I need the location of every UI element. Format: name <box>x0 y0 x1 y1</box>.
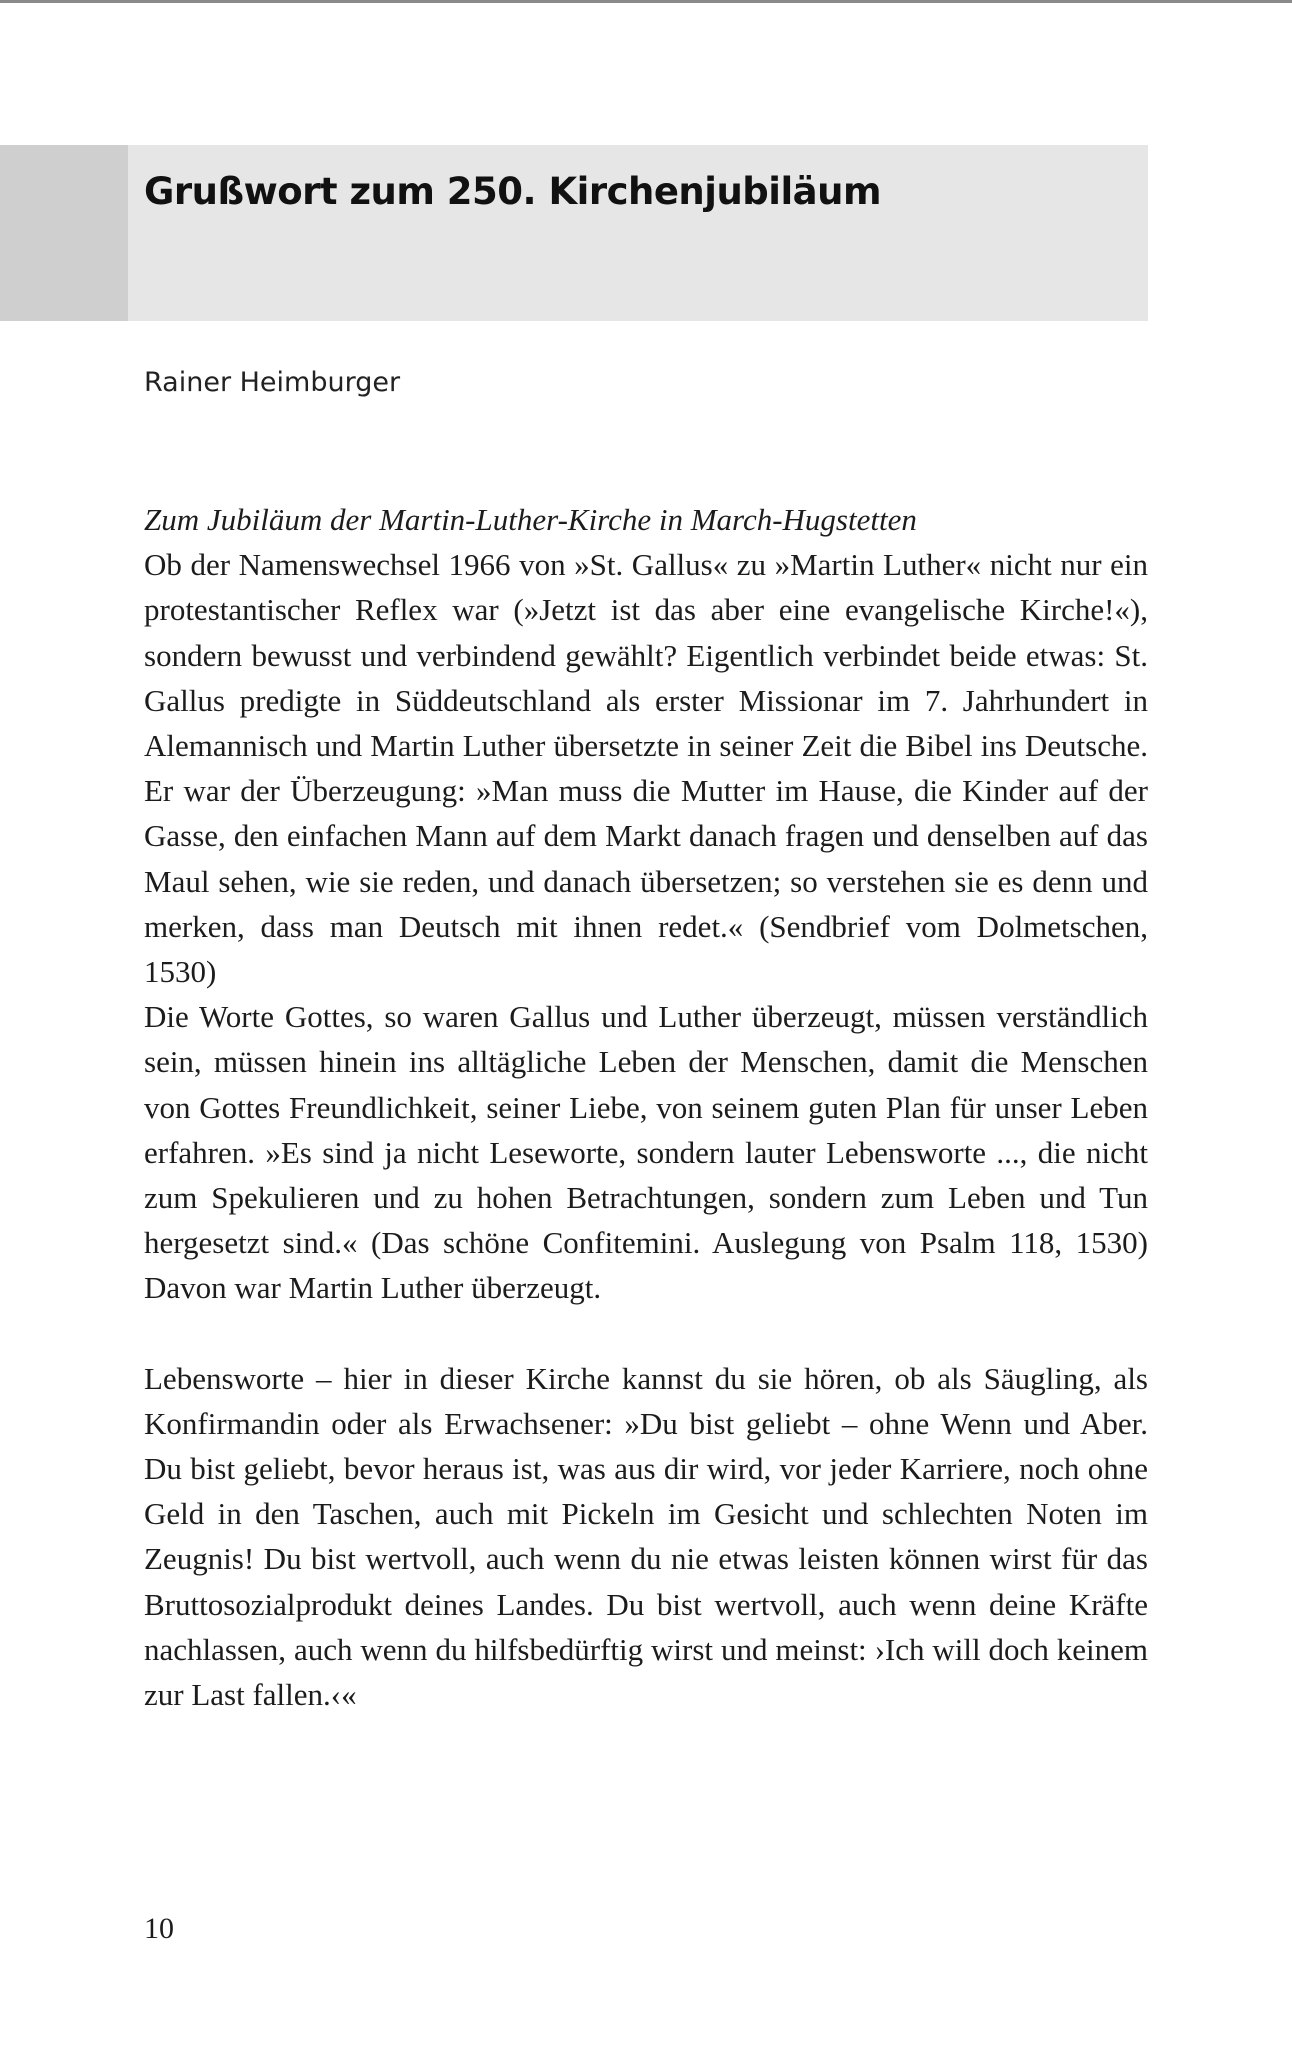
title-accent <box>0 145 128 321</box>
author-name: Rainer Heimburger <box>144 367 401 398</box>
article-body <box>144 497 1148 1717</box>
paragraph-2: Die Worte Gottes, so waren Gallus und Luther überzeugt, müssen verständlich sein, müssen hinein ins alltägliche Leben der Menschen, damit die Menschen von Gottes Freundlichkeit, seiner Liebe, von seinem guten Plan für unser Leben erfahren. »Es sind ja nicht Leseworte, sondern lauter Lebensworte ..., die nicht zum Spekulieren und zu hohen Betrachtungen, sondern zum Leben und Tun hergesetzt sind.« (Das schöne Confitemini. Auslegung von Psalm 118, 1530) Davon war Martin Luther überzeugt. <box>144 999 1148 1306</box>
page-number: 10 <box>144 1912 174 1945</box>
paragraph-1: Ob der Namenswechsel 1966 von »St. Gallus« zu »Martin Luther« nicht nur ein protestantischer Reflex war (»Jetzt ist das aber eine evangelische Kirche!«), sondern bewusst und verbindend gewählt? Eigentlich verbindet beide etwas: St. Gallus predigte in Süddeutschland als erster Missionar im 7. Jahrhundert in Alemannisch und Martin Luther übersetzte in seiner Zeit die Bibel ins Deutsche. Er war der Überzeugung: »Man muss die Mutter im Hause, die Kinder auf der Gasse, den einfachen Mann auf dem Markt danach fragen und denselben auf das Maul sehen, wie sie reden, und danach übersetzen; so verstehen sie es denn und merken, dass man Deutsch mit ihnen redet.« (Sendbrief vom Dolmetschen, 1530) <box>144 547 1148 990</box>
page-title: Grußwort zum 250. Kirchenjubiläum <box>144 170 882 213</box>
top-rule <box>0 0 1292 3</box>
article-subtitle: Zum Jubiläum der Martin-Luther-Kirche in March-Hugstetten <box>144 502 917 537</box>
paragraph-3: Lebensworte – hier in dieser Kirche kannst du sie hören, ob als Säugling, als Konfirmandin oder als Erwachsener: »Du bist geliebt – ohne Wenn und Aber. Du bist geliebt, bevor heraus ist, was aus dir wird, vor jeder Karriere, noch ohne Geld in den Taschen, auch mit Pickeln im Gesicht und schlechten Noten im Zeugnis! Du bist wertvoll, auch wenn du nie etwas leisten können wirst für das Bruttosozialprodukt deines Landes. Du bist wertvoll, auch wenn deine Kräfte nachlassen, auch wenn du hilfsbedürftig wirst und meinst: ›Ich will doch keinem zur Last fallen.‹« <box>144 1360 1148 1713</box>
